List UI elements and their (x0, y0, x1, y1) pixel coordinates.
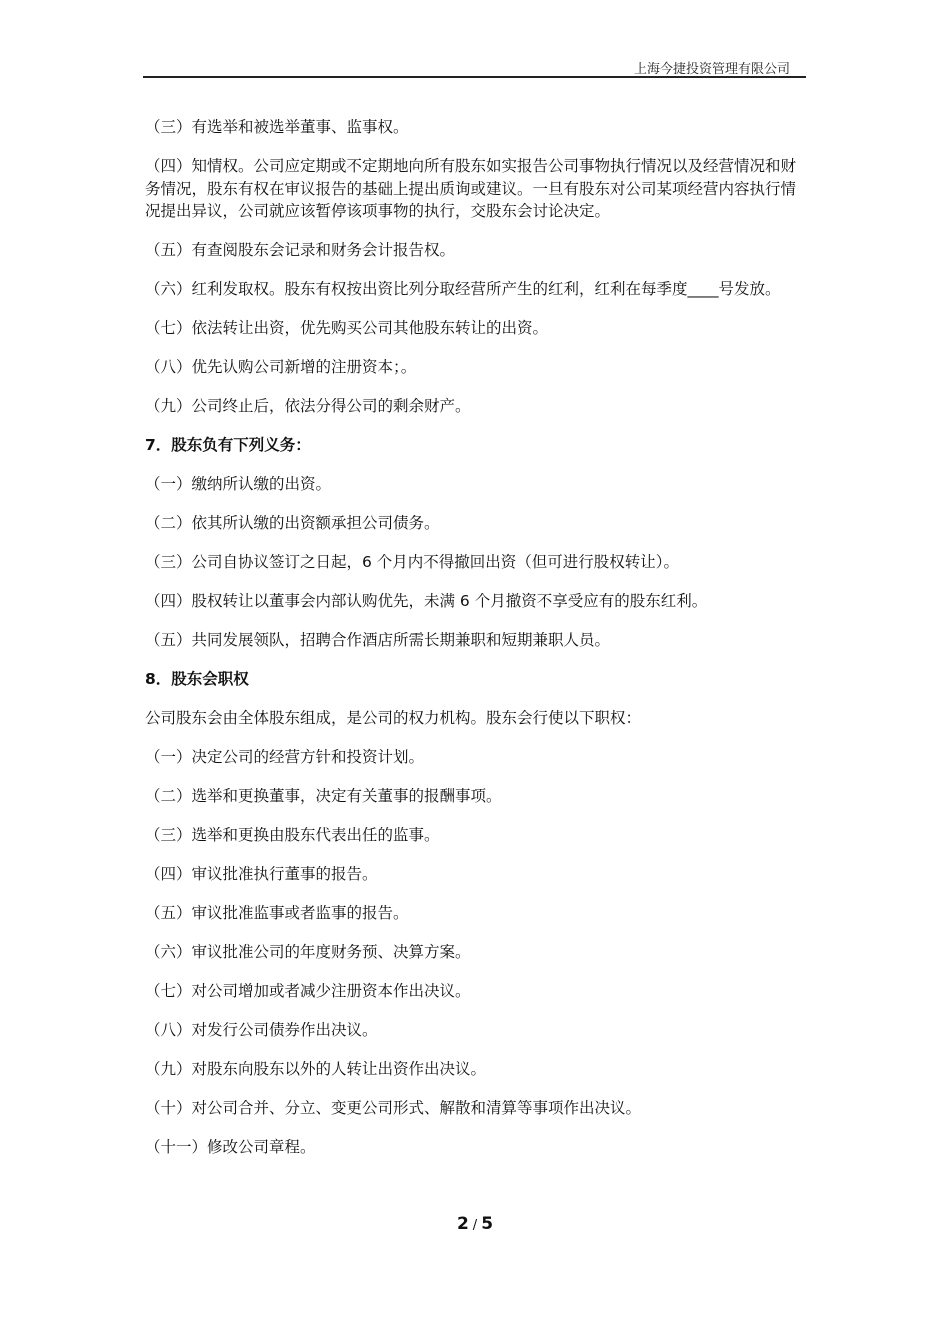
paragraph: （十一）修改公司章程。 (145, 1138, 316, 1156)
paragraph: （十）对公司合并、分立、变更公司形式、解散和清算等事项作出决议。 (145, 1099, 642, 1117)
document-body (145, 116, 805, 1175)
paragraph: （八）优先认购公司新增的注册资本；。 (145, 358, 417, 376)
paragraph: （四）股权转让以董事会内部认购优先，未满 6 个月撤资不享受应有的股东红利。 (145, 592, 708, 610)
header-company-name: 上海今捷投资管理有限公司 (633, 62, 790, 77)
paragraph: （九）对股东向股东以外的人转让出资作出决议。 (145, 1060, 487, 1078)
paragraph: 公司股东会由全体股东组成，是公司的权力机构。股东会行使以下职权： (145, 709, 642, 727)
section-heading: 7．股东负有下列义务： (145, 436, 311, 454)
paragraph: （五）有查阅股东会记录和财务会计报告权。 (145, 241, 456, 259)
total-pages-number: 5 (481, 1214, 494, 1234)
paragraph: （六）红利发取权。股东有权按出资比列分取经营所产生的红利，红利在每季度____号发放。 (145, 280, 781, 298)
paragraph: （七）依法转让出资，优先购买公司其他股东转让的出资。 (145, 319, 549, 337)
paragraph: （二）依其所认缴的出资额承担公司债务。 (145, 514, 440, 532)
paragraph: （六）审议批准公司的年度财务预、决算方案。 (145, 943, 471, 961)
paragraph: （五）共同发展领队，招聘合作酒店所需长期兼职和短期兼职人员。 (145, 631, 611, 649)
paragraph: （二）选举和更换董事，决定有关董事的报酬事项。 (145, 787, 502, 805)
paragraph: （七）对公司增加或者减少注册资本作出决议。 (145, 982, 471, 1000)
page-separator: / (472, 1218, 478, 1233)
paragraph: （四）审议批准执行董事的报告。 (145, 865, 378, 883)
page-header (143, 54, 806, 78)
paragraph: （八）对发行公司债券作出决议。 (145, 1021, 378, 1039)
paragraph: （三）有选举和被选举董事、监事权。 (145, 118, 409, 136)
paragraph: （四）知情权。公司应定期或不定期地向所有股东如实报告公司事物执行情况以及经营情况和财务情况，股东有权在审议报告的基础上提出质询或建议。一旦有股东对公司某项经营内容执行情况提出异议，公司就应该暂停该项事物的执行，交股东会讨论决定。 (145, 157, 797, 220)
section-heading: 8．股东会职权 (145, 670, 249, 688)
paragraph: （三）选举和更换由股东代表出任的监事。 (145, 826, 440, 844)
paragraph: （一）缴纳所认缴的出资。 (145, 475, 332, 493)
page-number (0, 1214, 950, 1234)
paragraph: （一）决定公司的经营方针和投资计划。 (145, 748, 425, 766)
paragraph: （九）公司终止后，依法分得公司的剩余财产。 (145, 397, 471, 415)
paragraph: （三）公司自协议签订之日起，6 个月内不得撤回出资（但可进行股权转让）。 (145, 553, 680, 571)
current-page-number: 2 (456, 1214, 469, 1234)
paragraph: （五）审议批准监事或者监事的报告。 (145, 904, 409, 922)
